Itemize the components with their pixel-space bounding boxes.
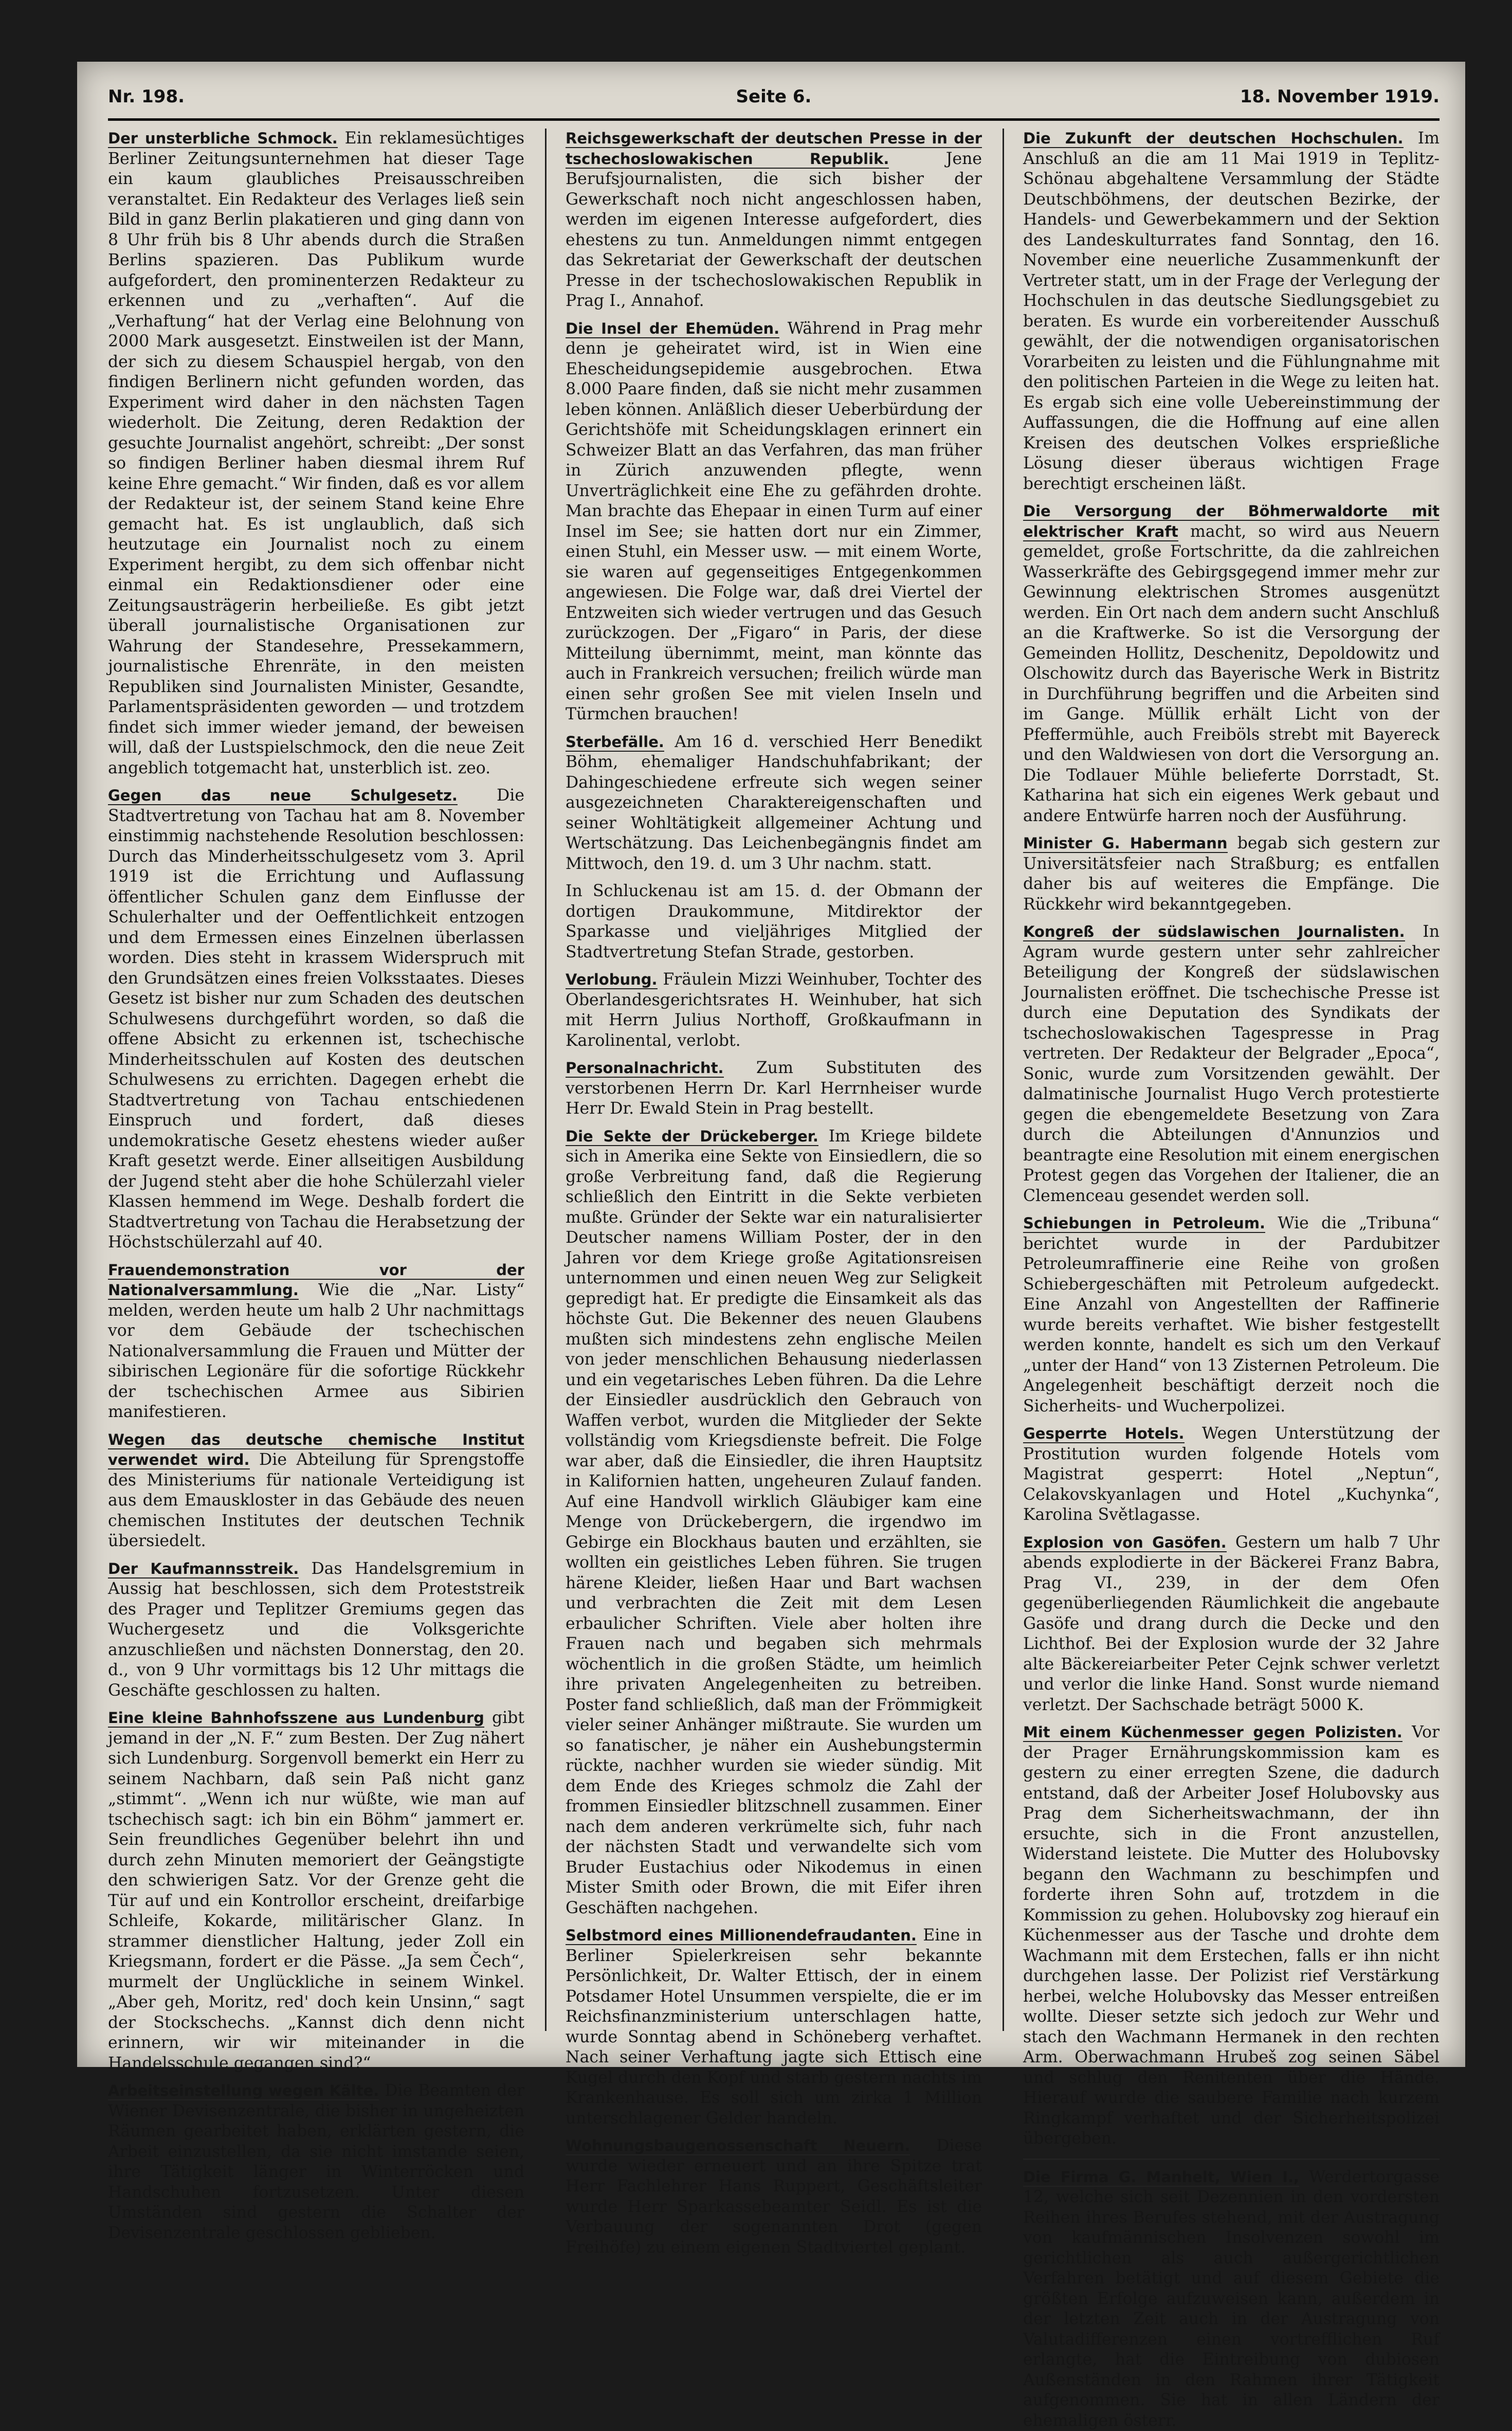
article-headline: Eine kleine Bahnhofsszene aus Lundenburg [108, 1709, 484, 1728]
article-headline: Die Versorgung der Böhmerwaldorte mit elektrischer Kraft [1023, 502, 1440, 541]
article-body: Jene Berufsjournalisten, die sich bisher der Gewerkschaft noch nicht angeschlossen haben, werden im eigenen Interesse aufgefordert, dies ehestens zu tun. Anmeldungen nimmt entgegen das Sekretariat der Gewerkschaft der deutschen Presse in der tschechoslowakischen Republik in Prag I., Annahof. [566, 150, 982, 311]
article [1023, 1424, 1440, 1526]
article-body: macht, so wird aus Neuern gemeldet, große Fortschritte, da die zahlreichen Wasserkräfte des Gebirgsgegend immer mehr zur Gewinnung elektrischen Stromes ausgenützt werden. Ein Ort nach dem andern sucht Anschluß an die Kraftwerke. So ist die Versorgung der Gemeinden Hollitz, Deschenitz, Depoldowitz und Olschowitz durch das Bayerische Werk in Bistritz in Durchführung begriffen und die Arbeiten sind im Gange. Müllik erhält Licht von der Pfeffermühle, auch Freiböls strebt mit Bayereck und den Waldwiesen von dort die Versorgung an. Die Todlauer Mühle belieferte Dorrstadt, St. Katharina hat sich ein eigenes Werk gebaut und andere Entwürfe harren noch der Ausführung. [1023, 522, 1440, 825]
article-body: Die Abteilung für Sprengstoffe des Ministeriums für nationale Verteidigung ist aus dem Emauskloster in das Gebäude des neuen chemischen Institutes der deutschen Technik übersiedelt. [108, 1450, 524, 1550]
article [108, 2081, 524, 2243]
article [566, 1926, 982, 2129]
column-divider [545, 129, 546, 2031]
article-headline: Die Insel der Ehemüden. [566, 320, 779, 338]
article [1023, 922, 1440, 1206]
article-headline: Kongreß der südslawischen Journalisten. [1023, 923, 1405, 941]
article [108, 786, 524, 1253]
article-headline: Frauendemonstration vor der Nationalversammlung. [108, 1261, 524, 1300]
article-headline: Wohnungsbaugenossenschaft Neuern. [566, 2137, 910, 2155]
article [566, 1058, 982, 1119]
column-1 [108, 129, 524, 2031]
article-body: Wegen Unterstützung der Prostitution wurden folgende Hotels vom Magistrat gesperrt: Hotel „Neptun“, Celakovskyanlagen und Hotel „Kuchynka“, Karolina Světlagasse. [1023, 1424, 1440, 1524]
article-body: Im Kriege bildete sich in Amerika eine Sekte von Einsiedlern, die so große Verbreitung fand, daß die Regierung schließlich den Eintritt in die Sekte verbieten mußte. Gründer der Sekte war ein naturalisierter Deutscher namens William Poster, der in den Jahren vor dem Kriege große Agitationsreisen unternommen und einen neuen Weg zur Seligkeit gepredigt hat. Er predigte die Einsamkeit als das höchste Gut. Die Bekenner des neuen Glaubens mußten sich mindestens zehn englische Meilen von jeder menschlichen Behausung niederlassen und ein vegetarisches Leben führen. Da die Lehre der Einsiedler ausdrücklich den Gebrauch von Waffen verbot, wurden die Mitglieder der Sekte vollständig vom Kriegsdienste befreit. Die Folge war aber, daß die Einsiedler, die ihren Hauptsitz in Kalifornien hatten, ungeheuren Zulauf fanden. Auf eine Handvoll wirklich Gläubiger kam eine Menge von Drückebergern, die irgendwo im Gebirge ein Blockhaus bauten und erzählten, sie wollten ein geistliches Leben führen. Sie trugen härene Kleider, ließen Haar und Bart wachsen und verbrachten die Zeit mit dem Lesen erbaulicher Schriften. Viele aber holten ihre Frauen nach und begaben sich mehrmals wöchentlich in die großen Städte, um heimlich ihre privaten Angelegenheiten zu betreiben. Poster fand schließlich, daß man der Frömmigkeit vieler seiner Anhänger mißtraute. Sie wurden um so fanatischer, je näher ein Aushebungstermin rückte, nachher wurden sie wieder sündig. Mit dem Ende des Krieges schmolz die Zahl der frommen Einsiedler blitzschnell zusammen. Einer nach dem anderen verkrümelte sich, fuhr nach der nächsten Stadt und verwandelte sich vom Bruder Eustachius oder Nikodemus in einen Mister Smith oder Brown, die mit Eifer ihren Geschäften nachgehen. [566, 1127, 982, 1917]
issue-date: 18. November 1919. [1240, 86, 1440, 107]
page-header [108, 72, 1440, 121]
article [1023, 833, 1440, 915]
article-headline: Schiebungen in Petroleum. [1023, 1214, 1265, 1233]
article-body: Die Beamten der Wiener Devisenzentrale, die bisher in ungeheizten Räumen gearbeitet haben, erklärten gestern, die Arbeit einzustellen, da sie nicht imstande seien, ihre Tätigkeit länger in Winterröcken und Handschuhen fortzusetzen. Unter diesen Umständen sind gestern die Schalter der Devisenzentrale geschlossen geblieben. [108, 2081, 524, 2242]
article-headline: Gesperrte Hotels. [1023, 1425, 1185, 1443]
article [1023, 501, 1440, 826]
article-body: Das Handelsgremium in Aussig hat beschlossen, sich dem Proteststreik des Prager und Teplitzer Gremiums gegen das Wuchergesetz und die Volksgerichte anzuschließen und nächsten Donnerstag, den 20. d., von 9 Uhr vormittags bis 12 Uhr mittags die Geschäfte geschlossen zu halten. [108, 1559, 524, 1700]
article-body: gibt jemand in der „N. F.“ zum Besten. Der Zug nähert sich Lundenburg. Sorgenvoll bemerkt ein Herr zu seinem Nachbarn, daß sein Paß nicht ganz „stimmt“. „Wenn ich nur wüßte, wie man auf tschechisch sagt: ich bin ein Böhm“ jammert er. Sein freundliches Gegenüber belehrt ihn und durch zehn Minuten memoriert der Geängstigte den schwierigen Satz. Vor der Grenze geht die Tür auf und ein Kontrollor erscheint, dreifarbige Schleife, Kokarde, militärischer Glanz. In strammer dienstlicher Haltung, jeder Zoll ein Kriegsmann, fordert er die Pässe. „Ja sem Čech“, murmelt der Unglückliche in seinem Winkel. „Aber geh, Moritz, red' doch kein Unsinn,“ sagt der Stockschechs. „Kannst dich denn nicht erinnern, wir wir miteinander in die Handelsschule gegangen sind?“ [108, 1709, 524, 2073]
article-body: Wie die „Tribuna“ berichtet wurde in der Pardubitzer Petroleumraffinerie eine Reihe von großen Schiebergeschäften mit Petroleum aufgedeckt. Eine Anzahl von Angestellten der Raffinerie wurde bereits verhaftet. Wie bisher festgestellt werden konnte, handelt es sich um den Verkauf „unter der Hand“ von 13 Zisternen Petroleum. Die Angelegenheit beschäftigt derzeit noch die Sicherheits- und Wucherpolizei. [1023, 1214, 1440, 1416]
article-body: Zum Substituten des verstorbenen Herrn Dr. Karl Herrnheiser wurde Herr Dr. Ewald Stein in Prag bestellt. [566, 1059, 982, 1118]
article [1023, 129, 1440, 494]
article-body: Am 16 d. verschied Herr Benedikt Böhm, ehemaliger Handschuhfabrikant; der Dahingeschiedene erfreute sich wegen seiner ausgezeichneten Charaktereigenschaften und seiner Wohltätigkeit allgemeiner Achtung und Wertschätzung. Das Leichenbegängnis findet am Mittwoch, den 19. d. um 3 Uhr nachm. statt. [566, 733, 982, 873]
article-body: Fräulein Mizzi Weinhuber, Tochter des Oberlandesgerichtsrates H. Weinhuber, hat sich mit Herrn Julius Northoff, Großkaufmann in Karolinental, verlobt. [566, 970, 982, 1050]
article-headline: Explosion von Gasöfen. [1023, 1534, 1227, 1552]
article-headline: Mit einem Küchenmesser gegen Polizisten. [1023, 1724, 1402, 1742]
article [1023, 1533, 1440, 1716]
article [566, 129, 982, 312]
article-body: begab sich gestern zur Universitätsfeier nach Straßburg; es entfallen daher bis auf weiteres die Empfänge. Die Rückkehr wird bekanntgegeben. [1023, 834, 1440, 914]
article-body: Gestern um halb 7 Uhr abends explodierte in der Bäckerei Franz Babra, Prag VI., 239, in der dem Ofen gegenüberliegenden Räumlichkeit die angebaute Gasöfe und drang durch die Decke und den Lichthof. Bei der Explosion wurde der 32 Jahre alte Bäckereiarbeiter Peter Cejnk schwer verletzt und verlor die linke Hand. Sonst wurde niemand verletzt. Der Sachschade beträgt 5000 K. [1023, 1533, 1440, 1714]
article-headline: Arbeitseinstellung wegen Kälte. [108, 2082, 379, 2100]
article-headline: Der Kaufmannsstreik. [108, 1560, 299, 1579]
article [566, 2136, 982, 2258]
column-2 [566, 129, 982, 2031]
article-headline: Verlobung. [566, 971, 658, 989]
article-headline: Der unsterbliche Schmock. [108, 130, 338, 148]
article-body: Vor der Prager Ernährungskommission kam es gestern zu einer erregten Szene, die dadurch entstand, daß der Arbeiter Josef Holubovsky aus Prag dem Sicherheitswachmann, der ihn ersuchte, sich in die Front anzustellen, Widerstand leistete. Die Mutter des Holubovsky begann den Wachmann zu beschimpfen und forderte ihren Sohn auf, trotzdem in die Kommission zu gehen. Holubovsky zog hierauf ein Küchenmesser aus der Tasche und drohte dem Wachmann mit dem Erstechen, falls er ihn nicht durchgehen lasse. Der Polizist rief Verstärkung herbei, welche Holubovsky das Messer entreißen wollte. Dieser setzte sich jedoch zur Wehr und stach den Wachmann Hermanek in den rechten Arm. Oberwachmann Hrubeš zog seinen Säbel und schlug den Renitenten über die Hände. Hierauf wurde die saubere Familie nach kurzem Ringkampf verhaftet und der Sicherheitspolizei übergeben. [1023, 1723, 1440, 2148]
article [1023, 1213, 1440, 1417]
article-headline: Sterbefälle. [566, 733, 664, 752]
article-headline: Die Zukunft der deutschen Hochschulen. [1023, 130, 1404, 148]
article-body: Während in Prag mehr denn je geheiratet wird, ist in Wien eine Ehescheidungsepidemie ausgebrochen. Etwa 8.000 Paare finden, daß sie nicht mehr zusammen leben können. Anläßlich dieser Ueberbürdung der Gerichtshöfe mit Scheidungsklagen erinnert ein Schweizer Blatt an das Verfahren, das man früher in Zürich anzuwenden pflegte, wenn Unverträglichkeit eine Ehe zu gefährden drohte. Man brachte das Ehepaar in einen Turm auf einer Insel im See; sie hatten dort nur ein Zimmer, einen Stuhl, ein Messer usw. — mit einem Worte, sie waren auf gegenseitiges Entgegenkommen angewiesen. Die Folge war, daß drei Viertel der Entzweiten sich wieder vertrugen und das Gesuch zurückzogen. Der „Figaro“ in Paris, der diese Mitteilung übernimmt, meint, man könnte das auch in Frankreich versuchen; freilich würde man einen sehr großen See mit vielen Inseln und Türmchen brauchen! [566, 319, 982, 724]
article-body: Diese wurde wieder erneuert und an ihre Spitze trat Herr Fachlehrer Hans Ruppert, Geschäftsleiter wurde Herr Sparkassebeamter Seidl. Es ist die Verbauung der sogenannten Drot (gegen Freihöfe) zu einem eigenen Stadtviertel geplant. [566, 2136, 982, 2257]
article-headline: Wegen das deutsche chemische Institut verwendet wird. [108, 1431, 524, 1470]
column-3 [1023, 129, 1440, 2031]
article-headline: Personalnachricht. [566, 1059, 724, 1078]
issue-number: Nr. 198. [108, 86, 185, 107]
article [566, 1127, 982, 1919]
article-headline: Selbstmord eines Millionendefraudanten. [566, 1927, 917, 1945]
article [566, 732, 982, 875]
article [108, 1559, 524, 1701]
article-body: Wie die „Nar. Listy“ melden, werden heute um halb 2 Uhr nachmittags vor dem Gebäude der tschechischen Nationalversammlung die Frauen und Mütter der sibirischen Legionäre für die sofortige Rückkehr der tschechischen Armee aus Sibirien manifestieren. [108, 1281, 524, 1421]
article-headline: Minister G. Habermann [1023, 834, 1228, 853]
article [108, 1708, 524, 2074]
article [566, 881, 982, 963]
article-body: Eine in Berliner Spielerkreisen sehr bekannte Persönlichkeit, Dr. Walter Ettisch, der in einem Potsdamer Hotel Unsummen verspielte, die er im Reichsfinanzministerium unterschlagen hatte, wurde Sonntag abend in Schöneberg verhaftet. Nach seiner Verhaftung jagte sich Ettisch eine Kugel durch den Kopf und starb gestern nachts im Krankenhause. Es soll sich um zirka 1 Million unterschlagener Gelder handeln. [566, 1926, 982, 2128]
article-headline: Die Firma G. Manhelt, Wien I., [1023, 2168, 1299, 2187]
article-body: Ein reklamesüchtiges Berliner Zeitungsunternehmen hat dieser Tage ein kaum glaubliches Preisausschreiben veranstaltet. Ein Redakteur des Verlages ließ sein Bild in ganz Berlin plakatieren und ging dann von 8 Uhr früh bis 8 Uhr abends durch die Straßen Berlins spazieren. Das Publikum wurde aufgefordert, den prominenterzen Redakteur zu erkennen und zu „verhaften“. Auf die „Verhaftung“ hat der Verlag eine Belohnung von 2000 Mark ausgesetzt. Einstweilen ist der Mann, der sich zu diesem Schauspiel hergab, von den findigen Berlinern nicht gefunden worden, das Experiment wird daher in den nächsten Tagen wiederholt. Die Zeitung, deren Redaktion der gesuchte Journalist angehört, schreibt: „Der sonst so findigen Berliner haben diesmal ihrem Ruf keine Ehre gemacht.“ Wir finden, daß es vor allem der Redakteur ist, der seinem Stand keine Ehre gemacht hat. Es ist unglaublich, daß sich heutzutage ein Journalist noch zu einem Experiment hergibt, zu dem sich offenbar nicht einmal ein Redaktionsdiener oder eine Zeitungsausträgerin herbeiließe. Es gibt jetzt überall journalistische Organisationen zur Wahrung der Standesehre, Pressekammern, journalistische Ehrenräte, in den meisten Republiken sind Journalisten Minister, Gesandte, Parlamentspräsidenten geworden — und trotzdem findet sich immer wieder jemand, der beweisen will, daß der Lustspielschmock, den die neue Zeit angeblich totgemacht hat, unsterblich ist. zeo. [108, 129, 524, 777]
article-headline: Die Sekte der Drückeberger. [566, 1128, 818, 1146]
article [1023, 2167, 1440, 2431]
article-body: Werdertorgasse 12, welche sich seit Dezennien in den vordersten Reihen ihres Berufes stehend, mit der Austragung von kaufmännischen Insolvenzen sowohl im gerichtlichen als auch außergerichtlichen Verfahren betätigt und auf diesem Gebiete die größten Erfolge aufzuweisen kann, außerdem in der letzten Zeit auch in der Austragung von Valutadifferenzen einen vortrefflichen Ruf erlangte, hat die Eintreibung von dubiosen Außenständen in den Rahmen ihrer Tätigkeit aufgenommen. Sie hat in allen Ländern der ehemaligen österr. [1023, 2168, 1440, 2430]
article-headline: Gegen das neue Schulgesetz. [108, 787, 458, 805]
article [1023, 1722, 1440, 2149]
article-body: Im Anschluß an die am 11 Mai 1919 in Teplitz-Schönau abgehaltene Versammlung der Städte Deutschböhmens, der deutschen Bezirke, der Handels- und Gewerbekammern und der Sektion des Landeskulturrates fand Sonntag, den 16. November eine neuerliche Zusammenkunft der Vertreter statt, um in der Frage der Verlegung der Hochschulen in das deutsche Siedlungsgebiet zu beraten. Es wurde ein vorbereitender Ausschuß gewählt, der die notwendigen organisatorischen Vorarbeiten zu leisten und die Fühlungnahme mit den politischen Parteien in die Wege zu leiten hat. Es ergab sich eine volle Uebereinstimmung der Auffassungen, die die Hoffnung auf eine allen Kreisen des deutschen Volkes ersprießliche Lösung dieser überaus wichtigen Frage berechtigt erscheinen läßt. [1023, 129, 1440, 493]
article [566, 319, 982, 725]
article [108, 1430, 524, 1552]
article-body: In Schluckenau ist am 15. d. der Obmann der dortigen Draukommune, Mitdirektor der Sparkasse und vieljähriges Mitglied der Stadtvertretung Stefan Strade, gestorben. [566, 882, 982, 961]
article [566, 970, 982, 1051]
column-divider [1003, 129, 1004, 2031]
newspaper-page [77, 62, 1465, 2067]
article [108, 129, 524, 778]
article [108, 1260, 524, 1423]
section-rule [1023, 2158, 1440, 2160]
article-body: In Agram wurde gestern unter sehr zahlreicher Beteiligung der Kongreß der südslawischen Journalisten eröffnet. Die tschechische Presse ist durch eine Deputation des Syndikats der tschechoslowakischen Tagespresse in Prag vertreten. Der Redakteur der Belgrader „Epoca“, Sonic, wurde zum Vorsitzenden gewählt. Der dalmatinische Journalist Hugo Verch protestierte gegen die ebengemeldete Besetzung von Zara durch die Abteilungen d'Annunzios und beantragte eine Resolution mit einem energischen Protest gegen das Vorgehen der Italiener, die an Clemenceau gesendet werden soll. [1023, 922, 1440, 1205]
page-number: Seite 6. [108, 86, 1440, 107]
article-headline: Reichsgewerkschaft der deutschen Presse in der tschechoslowakischen Republik. [566, 130, 982, 169]
article-body: Die Stadtvertretung von Tachau hat am 8. November einstimmig nachstehende Resolution beschlossen: Durch das Minderheitsschulgesetz vom 3. April 1919 ist die Errichtung und Auflassung öffentlicher Schulen ganz dem Einflusse der Schulerhalter und der Oeffentlichkeit entzogen und dem Ermessen eines Einzelnen überlassen worden. Dies steht in krassem Widerspruch mit den Grundsätzen eines freien Volksstaates. Dieses Gesetz ist bisher nur zum Schaden des deutschen Schulwesens durchgeführt worden, so daß die offene Absicht zu erkennen ist, tschechische Minderheitsschulen auf Kosten des deutschen Schulwesens zu errichten. Dagegen erhebt die Stadtvertretung von Tachau entschiedenen Einspruch und fordert, daß dieses undemokratische Gesetz ehestens wieder außer Kraft gesetzt werde. Einer allseitigen Ausbildung der Jugend steht aber die hohe Schülerzahl vieler Klassen hemmend im Wege. Deshalb fordert die Stadtvertretung von Tachau die Herabsetzung der Höchstschülerzahl auf 40. [108, 786, 524, 1251]
